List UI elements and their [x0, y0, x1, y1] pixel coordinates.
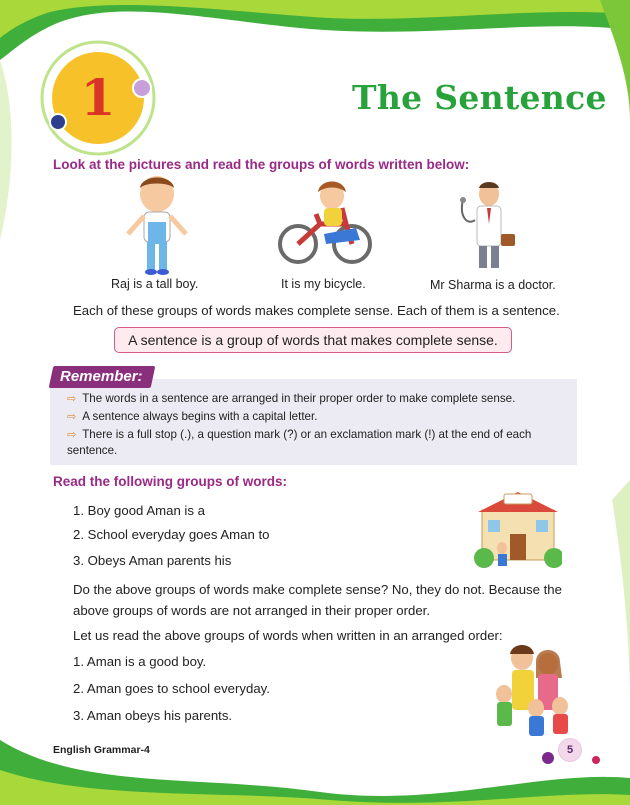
arranged-item: 2. Aman goes to school everyday.: [73, 681, 270, 696]
doctor-illustration: [455, 180, 521, 272]
picture-caption-doctor: Mr Sharma is a doctor.: [430, 278, 556, 292]
jumbled-item: 1. Boy good Aman is a: [73, 503, 205, 518]
remember-label: Remember:: [60, 368, 143, 385]
remember-point: ⇨ The words in a sentence are arranged in their proper order to make complete sense.: [67, 392, 516, 405]
arranged-item: 1. Aman is a good boy.: [73, 654, 207, 669]
jumbled-item: 3. Obeys Aman parents his: [73, 553, 232, 568]
question-paragraph: Do the above groups of words make complete sense? No, they do not. Because the above groups of words are not arranged in their proper order.: [73, 582, 562, 618]
arranged-item: 3. Aman obeys his parents.: [73, 708, 233, 723]
arranged-intro: Let us read the above groups of words when written in an arranged order:: [73, 628, 503, 643]
page-number: 5: [559, 739, 581, 761]
remember-point: ⇨ A sentence always begins with a capital letter.: [67, 410, 318, 423]
arrow-icon: ⇨: [67, 411, 77, 423]
arrow-icon: ⇨: [67, 429, 77, 441]
chapter-number: 1: [80, 68, 116, 127]
intro-heading: Look at the pictures and read the groups of words written below:: [53, 157, 470, 172]
picture-caption-bicycle: It is my bicycle.: [281, 277, 366, 291]
picture-caption-boy: Raj is a tall boy.: [111, 277, 199, 291]
jumbled-item: 2. School everyday goes Aman to: [73, 527, 270, 542]
definition-box: A sentence is a group of words that makes complete sense.: [114, 327, 512, 353]
girl-on-bicycle-illustration: [276, 178, 376, 270]
read-heading: Read the following groups of words:: [53, 474, 287, 489]
chapter-title: The Sentence: [352, 78, 607, 117]
sense-paragraph: Each of these groups of words makes complete sense. Each of them is a sentence.: [73, 303, 560, 318]
boy-illustration: [122, 172, 192, 277]
family-illustration: [490, 642, 574, 738]
arrow-icon: ⇨: [67, 393, 77, 405]
remember-point: ⇨ There is a full stop (.), a question mark (?) or an exclamation mark (!) at the end of each sentence.: [67, 428, 532, 457]
school-illustration: [474, 488, 562, 570]
book-title: English Grammar-4: [53, 744, 150, 756]
